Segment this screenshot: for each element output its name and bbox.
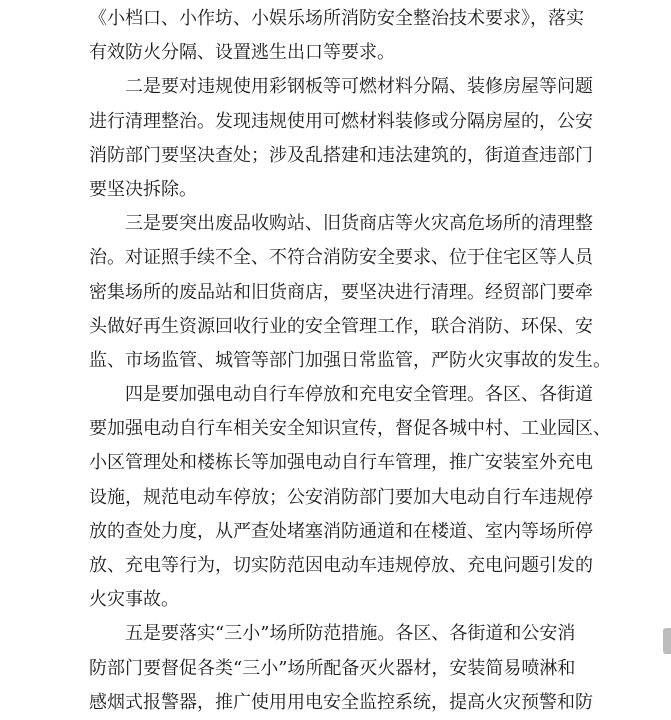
paragraph-start-line: 三是要突出废品收购站、旧货商店等火灾高危场所的清理整	[125, 213, 593, 235]
paragraph-start-line: 二是要对违规使用彩钢板等可燃材料分隔、装修房屋等问题	[125, 76, 593, 98]
text-line: 消防部门要坚决查处；涉及乱搭建和违法建筑的，街道查违部门	[89, 144, 593, 166]
text-line: 火灾事故。	[89, 589, 179, 611]
text-line: 《小档口、小作坊、小娱乐场所消防安全整治技术要求》，落实	[89, 8, 584, 29]
document-body	[89, 2, 611, 720]
text-line: 密集场所的废品站和旧货商店，要坚决进行清理。经贸部门要牵	[89, 281, 593, 303]
text-line: 放、充电等行为，切实防范因电动车违规停放、充电问题引发的	[89, 555, 593, 576]
text-line: 有效防火分隔、设置逃生出口等要求。	[89, 42, 395, 64]
text-line: 要加强电动自行车相关安全知识宣传，督促各城中村、工业园区、	[89, 418, 611, 440]
text-line: 进行清理整治。发现违规使用可燃材料装修或分隔房屋的，公安	[89, 110, 593, 132]
scroll-tab[interactable]	[663, 628, 671, 654]
text-line: 头做好再生资源回收行业的安全管理工作，联合消防、环保、安	[89, 315, 593, 337]
text-line: 监、市场监管、城管等部门加强日常监管，严防火灾事故的发生。	[89, 349, 611, 371]
paragraph-start-line: 四是要加强电动自行车停放和充电安全管理。各区、各街道	[125, 384, 593, 406]
text-line: 治。对证照手续不全、不符合消防安全要求、位于住宅区等人员	[89, 247, 593, 269]
text-line: 感烟式报警器，推广使用用电安全监控系统，提高火灾预警和防	[89, 691, 593, 713]
paragraph-start-line: 五是要落实“三小”场所防范措施。各区、各街道和公安消	[125, 623, 576, 645]
text-line: 放的查处力度，从严查处堵塞消防通道和在楼道、室内等场所停	[89, 520, 593, 542]
text-line: 防部门要督促各类“三小”场所配备灭火器材，安装简易喷淋和	[89, 657, 576, 679]
text-line: 要坚决拆除。	[89, 178, 197, 200]
text-line: 小区管理处和楼栋长等加强电动自行车管理，推广安装室外充电	[89, 452, 593, 474]
text-line: 设施，规范电动车停放；公安消防部门要加大电动自行车违规停	[89, 486, 593, 508]
